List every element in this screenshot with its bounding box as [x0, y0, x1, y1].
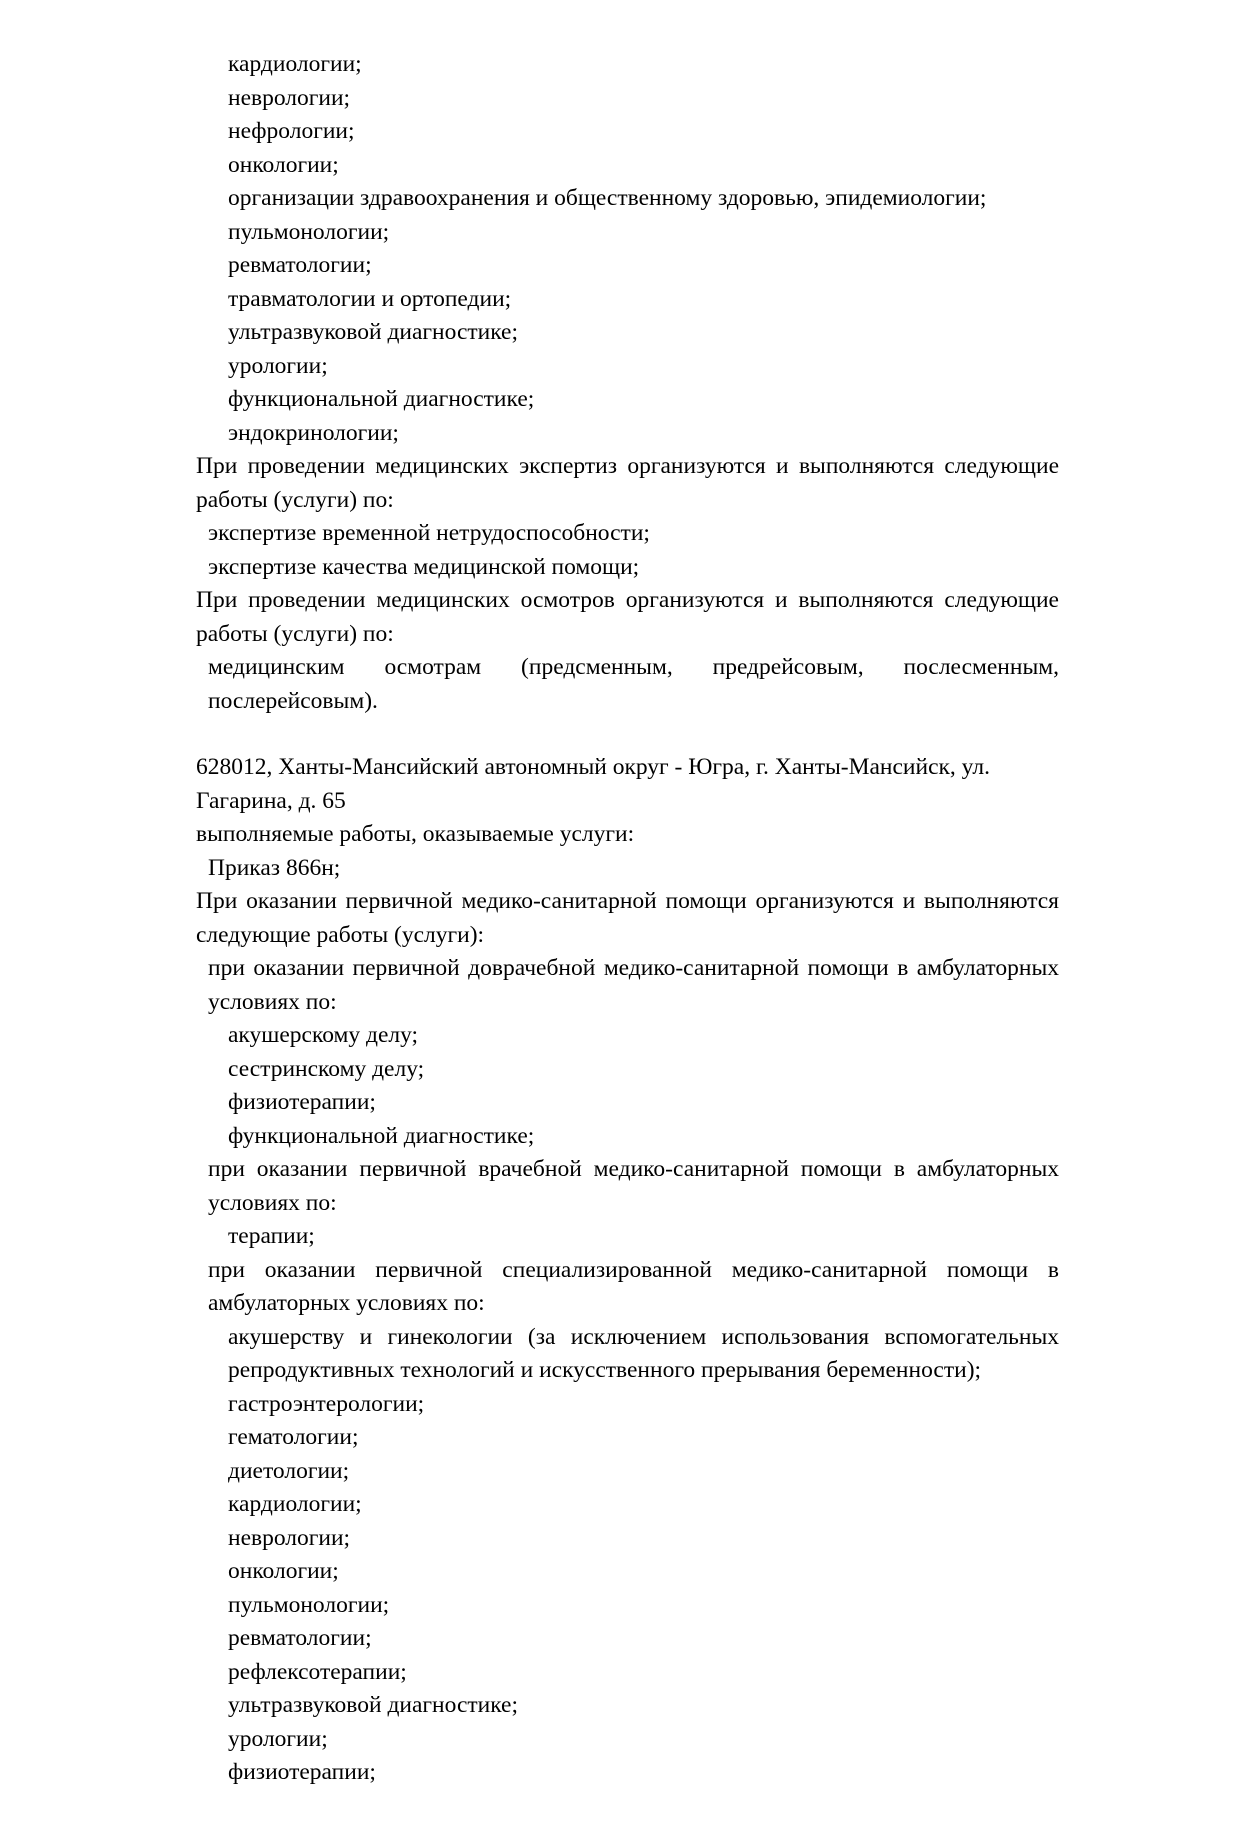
- document-paragraph: ультразвуковой диагностике;: [228, 1692, 519, 1718]
- document-paragraph: ревматологии;: [228, 1625, 372, 1651]
- document-paragraph: урологии;: [228, 352, 328, 379]
- document-paragraph: урологии;: [228, 1725, 328, 1752]
- document-paragraph: физиотерапии;: [228, 1089, 376, 1115]
- document-paragraph: организации здравоохранения и общественному здоровью, эпидемиологии;: [228, 185, 987, 211]
- document-paragraph: выполняемые работы, оказываемые услуги:: [196, 821, 635, 847]
- document-body: [196, 48, 1059, 1790]
- document-paragraph: при оказании первичной врачебной медико-санитарной помощи в амбулаторных условиях по:: [208, 1156, 1059, 1216]
- document-paragraph: экспертизе временной нетрудоспособности;: [208, 520, 650, 546]
- document-paragraph: рефлексотерапии;: [228, 1658, 407, 1685]
- document-paragraph: при оказании первичной специализированной медико-санитарной помощи в амбулаторных условиях по:: [208, 1256, 1059, 1316]
- document-paragraph: При оказании первичной медико-санитарной помощи организуются и выполняются следующие работы (услуги):: [196, 888, 1059, 948]
- document-paragraph: сестринскому делу;: [228, 1055, 425, 1082]
- document-paragraph: нефрологии;: [228, 118, 355, 144]
- document-paragraph: При проведении медицинских экспертиз организуются и выполняются следующие работы (услуги) по:: [196, 453, 1059, 513]
- document-paragraph: медицинским осмотрам (предсменным, предрейсовым, послесменным, послерейсовым).: [208, 654, 1059, 714]
- document-paragraph: акушерскому делу;: [228, 1022, 419, 1048]
- document-paragraph: при оказании первичной доврачебной медико-санитарной помощи в амбулаторных условиях по:: [208, 955, 1059, 1015]
- document-paragraph: кардиологии;: [228, 1491, 362, 1517]
- document-paragraph: экспертизе качества медицинской помощи;: [208, 553, 640, 580]
- document-paragraph: ревматологии;: [228, 252, 372, 278]
- paragraph-spacer: [196, 718, 1059, 751]
- document-paragraph: неврологии;: [228, 84, 351, 111]
- document-paragraph: акушерству и гинекологии (за исключением использования вспомогательных репродуктивных технологий и искусственного прерывания беременности);: [228, 1323, 1059, 1383]
- document-paragraph: При проведении медицинских осмотров организуются и выполняются следующие работы (услуги) по:: [196, 587, 1059, 647]
- document-paragraph: эндокринологии;: [228, 419, 399, 446]
- document-paragraph: физиотерапии;: [228, 1759, 376, 1785]
- document-paragraph: терапии;: [228, 1223, 315, 1249]
- document-paragraph: гастроэнтерологии;: [228, 1390, 425, 1417]
- document-paragraph: функциональной диагностике;: [228, 386, 535, 412]
- document-paragraph: неврологии;: [228, 1524, 351, 1551]
- document-paragraph: онкологии;: [228, 1558, 339, 1584]
- document-paragraph: кардиологии;: [228, 51, 362, 77]
- document-paragraph: травматологии и ортопедии;: [228, 285, 512, 312]
- document-paragraph: онкологии;: [228, 151, 339, 178]
- document-paragraph: пульмонологии;: [228, 1591, 390, 1618]
- document-paragraph: ультразвуковой диагностике;: [228, 319, 519, 345]
- document-paragraph: диетологии;: [228, 1457, 350, 1484]
- document-paragraph: 628012, Ханты-Мансийский автономный округ - Югра, г. Ханты-Мансийск, ул. Гагарина, д. 65: [196, 754, 990, 814]
- document-paragraph: Приказ 866н;: [208, 854, 341, 881]
- document-paragraph: функциональной диагностике;: [228, 1122, 535, 1149]
- document-paragraph: пульмонологии;: [228, 218, 390, 245]
- document-paragraph: гематологии;: [228, 1424, 359, 1450]
